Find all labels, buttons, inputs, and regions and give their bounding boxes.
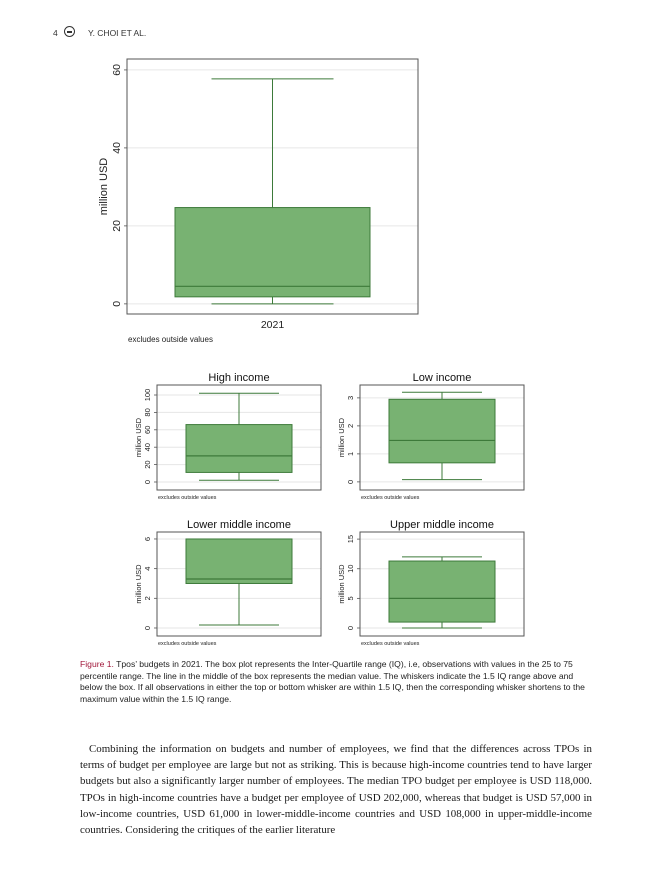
y-tick-label: 0	[143, 479, 152, 485]
chart-title: Low income	[412, 372, 472, 384]
y-tick-label: 0	[143, 625, 152, 631]
journal-logo-icon	[64, 26, 75, 37]
y-axis-label: million USD	[337, 564, 346, 604]
y-tick-label: 15	[346, 534, 355, 544]
chart-note: excludes outside values	[361, 495, 420, 501]
boxplot-overall-2021	[77, 29, 428, 354]
chart-note: excludes outside values	[128, 335, 213, 344]
y-tick-label: 100	[143, 388, 152, 402]
y-tick-label: 80	[143, 408, 152, 417]
chart-title: High income	[208, 372, 270, 384]
running-header-authors: Y. CHOI ET AL.	[88, 28, 147, 38]
y-tick-label: 0	[346, 479, 355, 484]
y-tick-label: 5	[346, 596, 355, 601]
figure-label: Figure 1.	[80, 659, 114, 669]
iqr-box	[186, 539, 292, 584]
chart-title: Lower middle income	[187, 519, 291, 531]
chart-note: excludes outside values	[158, 495, 217, 501]
y-tick-label: 40	[111, 142, 123, 154]
y-axis-label: million USD	[134, 417, 143, 458]
body-paragraph: Combining the information on budgets and number of employees, we find that the differences across TPOs in terms of budget per employee are large but not as striking. This is because high-income countries tend to have larger budgets but also a significantly larger number of employees. The median TPO budget per employee is USD 118,000. TPOs in high-income countries have a budget per employee of USD 202,000, whereas that budget is USD 57,000 in low-income countries, USD 61,000 in lower-middle-income countries and USD 108,000 in upper-middle-income countries. Considering the critiques of the earlier literature	[80, 743, 592, 837]
caption-text: Tpos’ budgets in 2021. The box plot represents the Inter-Quartile range (IQ), i.e, observations with values in the 25 to 75 percentile range. The line in the middle of the box represents the median value. The whiskers indicate the 1.5 IQ range above and below the box. If all observations in either the top or bottom whisker are within 1.5 IQ, then the corresponding whisker shortens to the maximum value within the 1.5 IQ range.	[80, 659, 585, 704]
page-number: 4	[53, 28, 58, 38]
y-axis-label: million USD	[98, 157, 110, 216]
y-tick-label: 0	[346, 625, 355, 631]
boxplot-upper-middle-income	[310, 502, 534, 676]
chart-title: Upper middle income	[390, 519, 494, 531]
y-tick-label: 20	[143, 460, 152, 469]
iqr-box	[175, 208, 370, 297]
x-category-label: 2021	[260, 319, 285, 331]
y-tick-label: 60	[143, 425, 152, 434]
chart-note: excludes outside values	[361, 641, 420, 647]
y-tick-label: 2	[346, 423, 355, 428]
iqr-box	[389, 399, 495, 463]
y-tick-label: 40	[143, 443, 152, 452]
chart-note: excludes outside values	[158, 641, 217, 647]
y-axis-label: million USD	[337, 417, 346, 458]
y-tick-label: 3	[346, 395, 355, 400]
y-axis-label: million USD	[134, 564, 143, 604]
y-tick-label: 4	[143, 566, 152, 571]
figure-caption	[80, 659, 592, 705]
y-tick-label: 6	[143, 536, 152, 542]
y-tick-label: 60	[111, 64, 123, 76]
boxplot-lower-middle-income	[107, 502, 331, 676]
y-tick-label: 1	[346, 451, 355, 456]
y-tick-label: 20	[111, 220, 123, 232]
y-tick-label: 2	[143, 596, 152, 601]
iqr-box	[186, 425, 292, 473]
iqr-box	[389, 561, 495, 622]
y-tick-label: 0	[111, 300, 123, 307]
y-tick-label: 10	[346, 564, 355, 573]
